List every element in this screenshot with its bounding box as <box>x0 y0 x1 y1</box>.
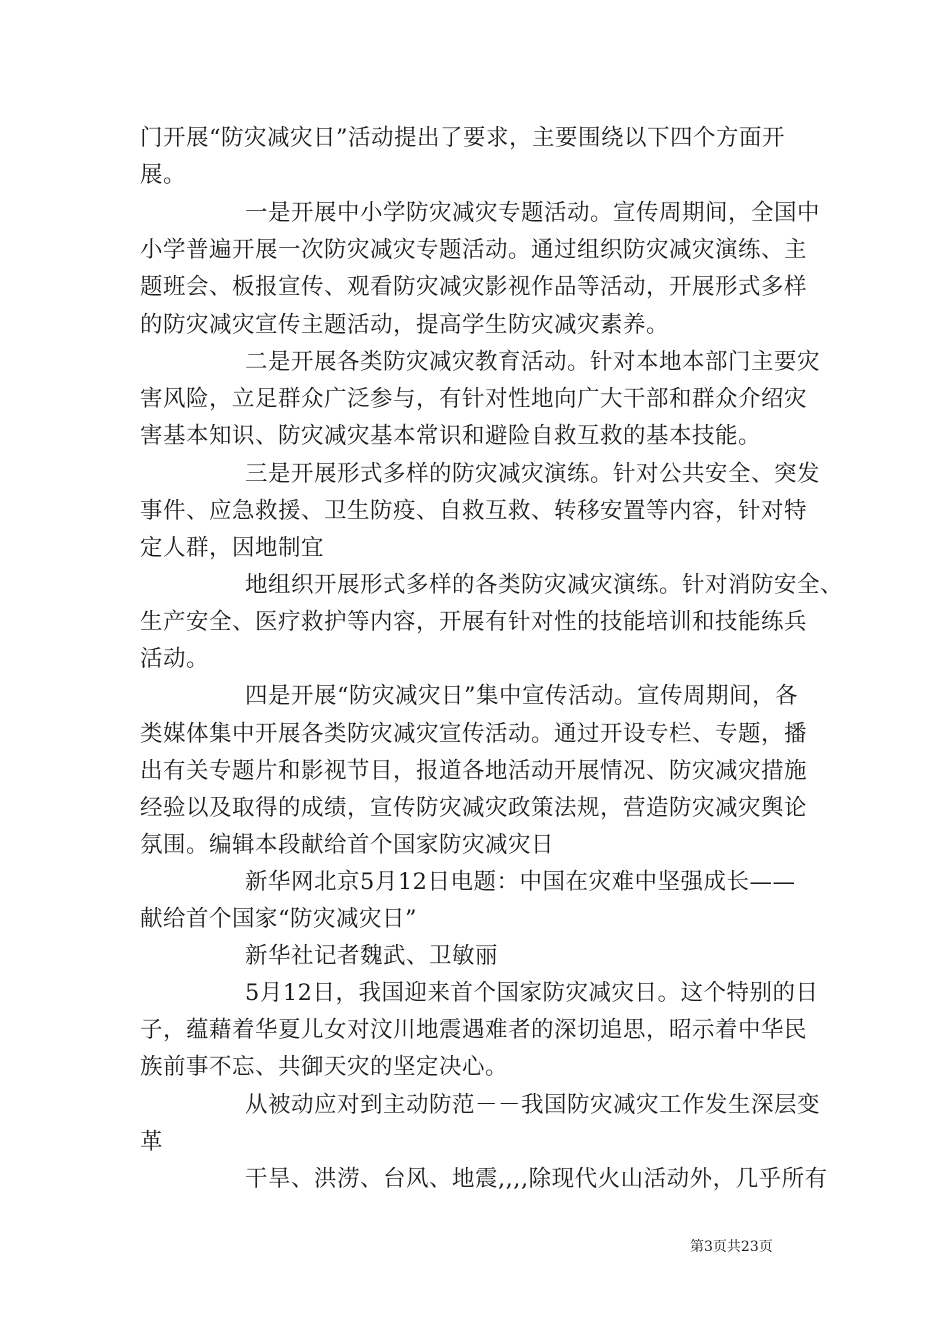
text-line: 定人群，因地制宜 <box>140 535 325 561</box>
article-headline-continued: 献给首个国家“防灾减灾日” <box>140 906 418 932</box>
text-line: 害基本知识、防灾减灾基本常识和避险自救互救的基本技能。 <box>140 423 762 449</box>
paragraph-first-line: 5月12日，我国迎来首个国家防灾减灾日。这个特别的日 <box>245 980 819 1006</box>
page-number-footer: 第3页共23页 <box>690 1239 773 1255</box>
text-line: 生产安全、医疗救护等内容，开展有针对性的技能培训和技能练兵 <box>140 609 808 635</box>
text-line: 事件、应急救援、卫生防疫、自救互救、转移安置等内容，针对特 <box>140 498 808 524</box>
subheading: 从被动应对到主动防范－－我国防灾减灾工作发生深层变 <box>245 1092 821 1118</box>
paragraph-first-line: 干旱、洪涝、台风、地震,,,,除现代火山活动外，几乎所有 <box>245 1166 828 1192</box>
text-line: 题班会、板报宣传、观看防灾减灾影视作品等活动，开展形式多样 <box>140 274 808 300</box>
text-line: 展。 <box>140 162 187 188</box>
paragraph-first-line: 二是开展各类防灾减灾教育活动。针对本地本部门主要灾 <box>245 349 821 375</box>
text-line: 类媒体集中开展各类防灾减灾宣传活动。通过开设专栏、专题，播 <box>140 721 808 747</box>
text-line: 经验以及取得的成绩，宣传防灾减灾政策法规，营造防灾减灾舆论 <box>140 795 808 821</box>
text-line: 族前事不忘、共御天灾的坚定决心。 <box>140 1054 509 1080</box>
text-line: 门开展“防灾减灾日”活动提出了要求，主要围绕以下四个方面开 <box>140 125 786 151</box>
text-line: 的防灾减灾宣传主题活动，提高学生防灾减灾素养。 <box>140 312 670 338</box>
article-byline: 新华社记者魏武、卫敏丽 <box>245 943 499 969</box>
paragraph-first-line: 一是开展中小学防灾减灾专题活动。宣传周期间，全国中 <box>245 200 821 226</box>
article-headline: 新华网北京5月12日电题：中国在灾难中坚强成长—— <box>245 869 796 895</box>
text-line: 子，蕴藉着华夏儿女对汶川地震遇难者的深切追思，昭示着中华民 <box>140 1017 808 1043</box>
paragraph-first-line: 四是开展“防灾减灾日”集中宣传活动。宣传周期间，各 <box>245 683 799 709</box>
text-line: 活动。 <box>140 646 210 672</box>
subheading-continued: 革 <box>140 1129 164 1155</box>
text-line: 出有关专题片和影视节目，报道各地活动开展情况、防灾减灾措施 <box>140 758 808 784</box>
text-line: 害风险，立足群众广泛参与，有针对性地向广大干部和群众介绍灾 <box>140 386 808 412</box>
text-line: 小学普遍开展一次防灾减灾专题活动。通过组织防灾减灾演练、主 <box>140 237 808 263</box>
section-heading: 氛围。编辑本段献给首个国家防灾减灾日 <box>140 832 555 858</box>
paragraph-first-line: 地组织开展形式多样的各类防灾减灾演练。针对消防安全、 <box>245 572 844 598</box>
paragraph-first-line: 三是开展形式多样的防灾减灾演练。针对公共安全、突发 <box>245 461 821 487</box>
